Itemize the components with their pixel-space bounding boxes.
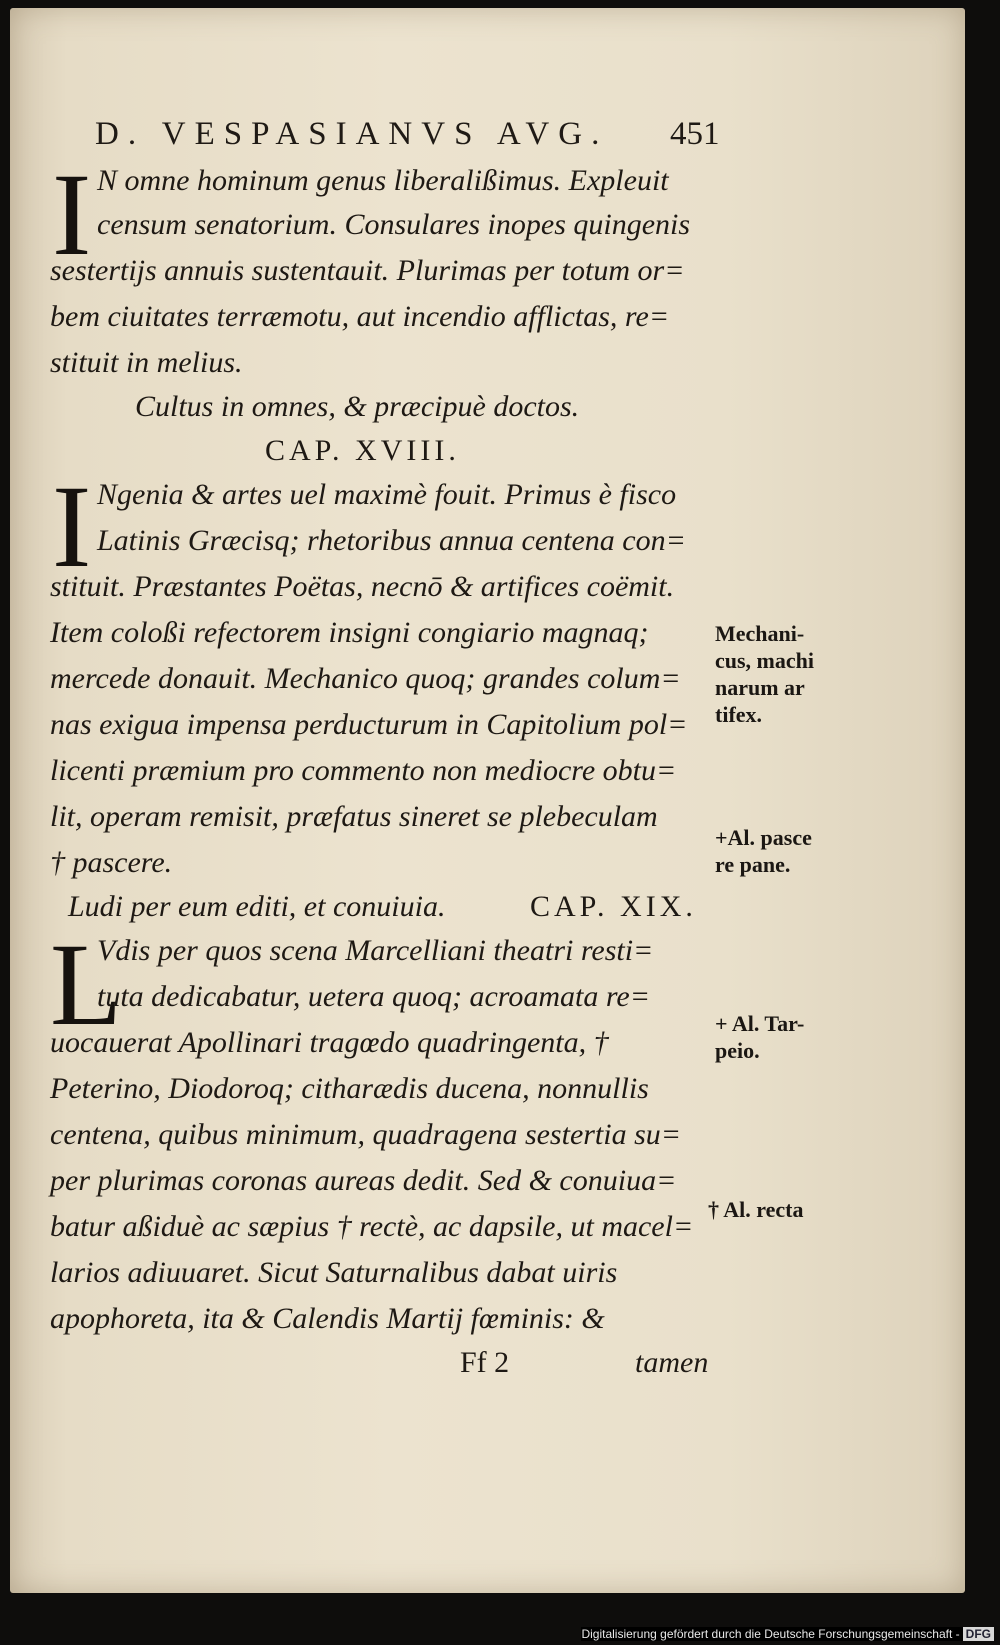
chapter-heading: CAP. XVIII. <box>265 434 460 467</box>
text-line: uocauerat Apollinari tragœdo quadringenta, † <box>50 1026 609 1059</box>
section-subtitle: Ludi per eum editi, et conuiuia. <box>68 890 446 923</box>
drop-capital: I <box>52 461 92 592</box>
text-line: mercede donauit. Mechanico quoq; grandes colum= <box>50 662 681 695</box>
catchword: tamen <box>635 1346 709 1379</box>
text-line: bem ciuitates terræmotu, aut incendio afflictas, re= <box>50 300 670 333</box>
marginal-note: † Al. recta <box>708 1197 804 1222</box>
text-line: censum senatorium. Consulares inopes quingenis <box>97 208 691 241</box>
text-line: Item coloßi refectorem insigni congiario magnaq; <box>50 616 649 649</box>
text-line: Vdis per quos scena Marcelliani theatri resti= <box>97 934 654 967</box>
text-line: apophoreta, ita & Calendis Martij fœminis: & <box>50 1302 605 1335</box>
text-line: N omne hominum genus liberalißimus. Expleuit <box>97 164 669 197</box>
text-line: nas exigua impensa perducturum in Capitolium pol= <box>50 708 688 741</box>
text-line: licenti præmium pro commento non mediocre obtu= <box>50 754 677 787</box>
chapter-heading: CAP. XIX. <box>530 890 697 923</box>
text-line: sestertijs annuis sustentauit. Plurimas per totum or= <box>50 254 685 287</box>
page-number: 451 <box>670 116 720 152</box>
text-line: batur aßiduè ac sæpius † rectè, ac dapsile, ut macel= <box>50 1210 694 1243</box>
digitization-footer <box>581 1627 994 1641</box>
text-line: Peterino, Diodoroq; citharædis ducena, nonnullis <box>50 1072 649 1105</box>
running-head: D. VESPASIANVS AVG. <box>95 116 609 152</box>
drop-capital: L <box>50 919 123 1050</box>
text-line: tuta dedicabatur, uetera quoq; acroamata re= <box>97 980 650 1013</box>
text-line: larios adiuuaret. Sicut Saturnalibus dabat uiris <box>50 1256 618 1289</box>
text-line: per plurimas coronas aureas dedit. Sed & conuiua= <box>50 1164 677 1197</box>
signature-mark: Ff 2 <box>460 1346 510 1379</box>
text-line: Latinis Græcisq; rhetoribus annua centena con= <box>97 524 686 557</box>
drop-capital: I <box>52 149 92 280</box>
text-line: stituit. Præstantes Poëtas, necnō & artifices coëmit. <box>50 570 675 603</box>
text-line: lit, operam remisit, præfatus sineret se plebeculam <box>50 800 658 833</box>
book-page <box>10 8 965 1593</box>
text-line: centena, quibus minimum, quadragena sestertia su= <box>50 1118 682 1151</box>
marginal-note: Mechani- cus, machi narum ar tifex. <box>715 621 814 727</box>
section-subtitle: Cultus in omnes, & præcipuè doctos. <box>135 390 580 423</box>
marginal-note: +Al. pasce re pane. <box>715 825 812 877</box>
text-line: † pascere. <box>50 846 173 879</box>
footer-text: Digitalisierung gefördert durch die Deutsche Forschungsgemeinschaft - <box>581 1627 960 1641</box>
dfg-logo: DFG <box>963 1627 994 1641</box>
marginal-note: + Al. Tar- peio. <box>715 1011 805 1063</box>
text-line: Ngenia & artes uel maximè fouit. Primus è fisco <box>97 478 677 511</box>
text-line: stituit in melius. <box>50 346 243 379</box>
